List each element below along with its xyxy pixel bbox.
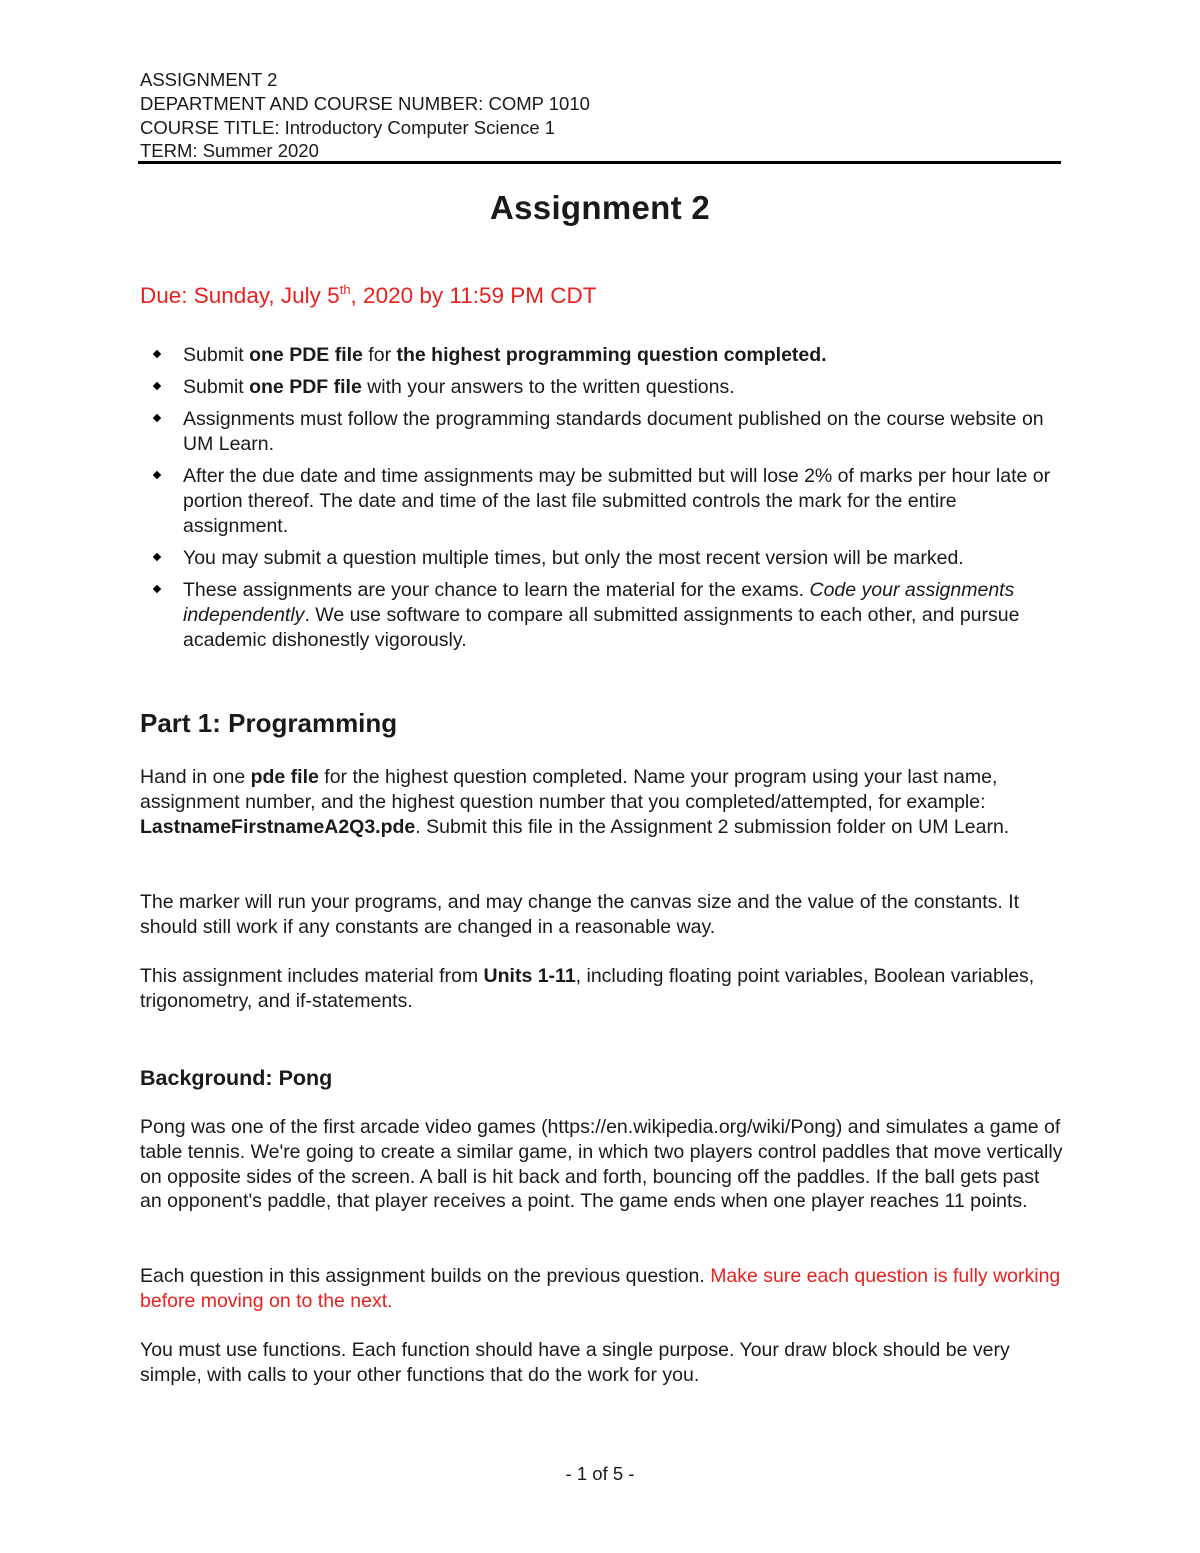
list-item-text: These assignments are your chance to learn the material for the exams. <box>183 579 810 602</box>
due-date <box>140 280 597 312</box>
section-heading-programming: Part 1: Programming <box>140 708 398 738</box>
due-date-superscript: th <box>339 282 351 297</box>
paragraph-material <box>140 964 1065 1014</box>
bullet-diamond-icon <box>153 350 161 358</box>
list-item-text: Submit <box>183 375 250 398</box>
paragraph-warning: Make sure each question is fully working before moving on to the next. <box>140 1265 1061 1312</box>
list-item-text: You may submit a question multiple times, but only the most recent version will be marked. <box>183 547 964 570</box>
list-item-text: Submit <box>183 344 250 366</box>
list-item-bold: one PDE file <box>249 344 363 366</box>
course-header <box>140 68 1060 163</box>
due-date-suffix: , 2020 by 11:59 PM CDT <box>350 283 597 308</box>
list-item-italic: Code your assignments independently <box>183 579 1015 627</box>
paragraph-text: This assignment includes material from <box>140 965 484 987</box>
paragraph-text: , including floating point variables, Boolean variables, trigonometry, and if-statements. <box>140 965 1035 1012</box>
instructions-list <box>140 343 1060 660</box>
header-term: TERM: Summer 2020 <box>140 140 319 162</box>
bullet-diamond-icon <box>153 382 161 390</box>
list-item <box>140 546 1060 571</box>
paragraph-pong: Pong was one of the first arcade video games (https://en.wikipedia.org/wiki/Pong) and simulates a game of table tennis. We're going to create a similar game, in which two players control paddles that move vertically on opposite sides of the screen. A ball is hit back and forth, bouncing off the paddles. If the ball gets past an opponent's paddle, that player receives a point. The game ends when one player reaches 11 points. <box>140 1116 1063 1213</box>
list-item-bold: one PDF file <box>249 375 362 398</box>
page-number: - 1 of 5 - <box>565 1463 635 1484</box>
due-date-prefix: Due: Sunday, July 5 <box>140 283 340 308</box>
list-item <box>140 343 1060 368</box>
bullet-diamond-icon <box>153 553 161 561</box>
section-heading-background: Background: Pong <box>140 1066 333 1090</box>
list-item-text: for <box>362 344 397 366</box>
header-divider <box>138 161 1061 164</box>
paragraph-bold: LastnameFirstnameA2Q3.pde <box>140 815 416 838</box>
header-department: DEPARTMENT AND COURSE NUMBER: COMP 1010 <box>140 92 590 114</box>
list-item <box>140 375 1060 400</box>
paragraph-text: . Submit this file in the Assignment 2 submission folder on UM Learn. <box>415 815 1010 838</box>
paragraph-functions: You must use functions. Each function should have a single purpose. Your draw block should be very simple, with calls to your other functions that do the work for you. <box>140 1339 1010 1386</box>
paragraph-bold: Units 1-11 <box>483 965 576 987</box>
header-assignment: ASSIGNMENT 2 <box>140 69 278 90</box>
list-item <box>140 464 1060 538</box>
list-item <box>140 407 1060 457</box>
page-title: Assignment 2 <box>490 189 710 226</box>
list-item-text: Assignments must follow the programming standards document published on the course website on UM Learn. <box>183 408 1044 455</box>
header-course-title: COURSE TITLE: Introductory Computer Science 1 <box>140 116 556 138</box>
list-item <box>140 578 1060 652</box>
paragraph-text: Each question in this assignment builds on the previous question. <box>140 1265 711 1287</box>
paragraph-text: for the highest question completed. Name your program using your last name, assignment number, and the highest question number that you completed/attempted, for example: <box>140 766 998 813</box>
list-item-text: After the due date and time assignments may be submitted but will lose 2% of marks per hour late or portion thereof. The date and time of the last file submitted controls the mark for the entire assignment. <box>183 465 1051 537</box>
list-item-bold: the highest programming question completed. <box>396 344 827 366</box>
paragraph-text: Hand in one <box>140 766 251 788</box>
list-item-text: with your answers to the written questions. <box>361 375 735 398</box>
paragraph-marker: The marker will run your programs, and may change the canvas size and the value of the constants. It should still work if any constants are changed in a reasonable way. <box>140 891 1020 938</box>
bullet-diamond-icon <box>153 471 161 479</box>
bullet-diamond-icon <box>153 414 161 422</box>
list-item-text: . We use software to compare all submitted assignments to each other, and pursue academic dishonestly vigorously. <box>183 604 1020 651</box>
bullet-diamond-icon <box>153 585 161 593</box>
paragraph-hand-in <box>140 765 1065 839</box>
paragraph-bold: pde file <box>250 766 319 788</box>
paragraph-builds <box>140 1264 1065 1314</box>
